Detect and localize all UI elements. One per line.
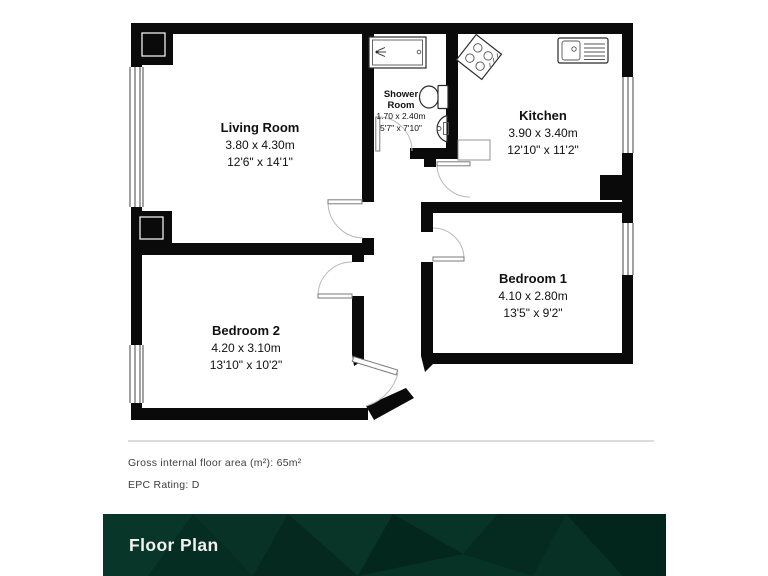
- svg-text:13'10" x 10'2": 13'10" x 10'2": [209, 358, 283, 372]
- svg-text:Bedroom 1: Bedroom 1: [499, 271, 567, 286]
- svg-text:3.90 x 3.40m: 3.90 x 3.40m: [508, 126, 578, 140]
- svg-text:4.10 x 2.80m: 4.10 x 2.80m: [498, 289, 568, 303]
- epc-rating-label: EPC Rating: D: [128, 479, 200, 491]
- svg-text:5'7" x 7'10": 5'7" x 7'10": [380, 123, 422, 133]
- hob: [457, 35, 502, 80]
- window-bedroom-1: [622, 223, 634, 275]
- room-label-bedroom-1: [498, 271, 567, 320]
- svg-text:Living Room: Living Room: [220, 120, 300, 135]
- window-kitchen: [622, 77, 634, 153]
- svg-text:Kitchen: Kitchen: [519, 108, 567, 123]
- door-living-room: [328, 200, 363, 238]
- svg-text:13'5" x 9'2": 13'5" x 9'2": [503, 306, 563, 320]
- banner-title: Floor Plan: [129, 534, 219, 555]
- window-bedroom-2: [129, 345, 143, 403]
- window-living-room: [129, 67, 143, 207]
- room-label-kitchen: [507, 108, 579, 157]
- divider-line: [128, 440, 654, 442]
- floor-plan-banner: [103, 514, 666, 576]
- kitchen-unit: [458, 140, 490, 160]
- svg-text:3.80 x 4.30m: 3.80 x 4.30m: [225, 138, 295, 152]
- svg-text:1.70 x 2.40m: 1.70 x 2.40m: [376, 111, 426, 121]
- svg-text:4.20 x 3.10m: 4.20 x 3.10m: [211, 341, 281, 355]
- svg-text:Bedroom 2: Bedroom 2: [212, 323, 280, 338]
- walls: [131, 23, 633, 420]
- sink-drainer: [558, 38, 608, 63]
- svg-text:Room: Room: [387, 100, 415, 111]
- door-bedroom-1: [433, 228, 464, 261]
- svg-text:12'6" x 14'1": 12'6" x 14'1": [227, 155, 293, 169]
- door-bedroom-2: [318, 262, 352, 298]
- door-kitchen: [437, 162, 470, 197]
- room-label-shower-room: [376, 89, 425, 133]
- svg-text:Shower: Shower: [383, 89, 419, 100]
- room-label-bedroom-2: [210, 323, 283, 372]
- floor-area-label: Gross internal floor area (m²): 65m²: [128, 457, 302, 469]
- shower-tray: [369, 37, 426, 68]
- basin: [437, 116, 449, 143]
- svg-text:12'10" x 11'2": 12'10" x 11'2": [507, 143, 579, 157]
- toilet: [420, 86, 449, 109]
- room-label-living-room: [221, 120, 300, 169]
